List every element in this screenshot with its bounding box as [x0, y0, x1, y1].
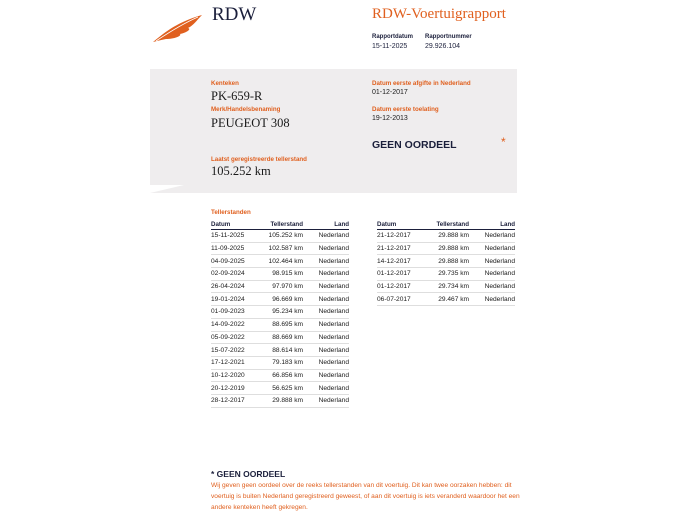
- row-tellerstand: 29.888 km: [255, 394, 303, 407]
- row-tellerstand: 29.734 km: [421, 280, 469, 293]
- table-row: [377, 293, 515, 306]
- row-tellerstand: 96.669 km: [255, 293, 303, 306]
- row-datum: 19-01-2024: [211, 293, 255, 306]
- row-land: Nederland: [303, 280, 349, 293]
- footnote-text: Wij geven geen oordeel over de reeks tellerstanden van dit voertuig. Dit kan twee oorzaken hebben: dit voertuig is buiten Nederland geregistreerd geweest, of aan dit voertuig is iets veranderd waardoor het een andere kenteken heeft gekregen.: [211, 482, 520, 512]
- col-datum: Datum: [211, 219, 255, 230]
- tellerstand-value: 105.252 km: [211, 164, 271, 178]
- row-tellerstand: 29.888 km: [421, 230, 469, 243]
- kenteken-label: Kenteken: [211, 80, 239, 87]
- table-row: [211, 268, 349, 281]
- row-land: Nederland: [303, 356, 349, 369]
- col-tellerstand: Tellerstand: [421, 219, 469, 230]
- card-notch: [150, 185, 184, 193]
- row-tellerstand: 66.856 km: [255, 369, 303, 382]
- row-tellerstand: 97.970 km: [255, 280, 303, 293]
- table-row: [211, 331, 349, 344]
- table-row: [211, 318, 349, 331]
- eerste-afgifte-label: Datum eerste afgifte in Nederland: [372, 80, 471, 87]
- row-land: Nederland: [303, 255, 349, 268]
- report-title: RDW-Voertuigrapport: [372, 6, 506, 22]
- row-land: Nederland: [303, 394, 349, 407]
- row-tellerstand: 88.669 km: [255, 331, 303, 344]
- col-land: Land: [469, 219, 515, 230]
- row-datum: 02-09-2024: [211, 268, 255, 281]
- row-tellerstand: 102.464 km: [255, 255, 303, 268]
- col-datum: Datum: [377, 219, 421, 230]
- row-land: Nederland: [469, 255, 515, 268]
- table-row: [211, 242, 349, 255]
- rapportnummer-label: Rapportnummer: [425, 34, 472, 40]
- row-land: Nederland: [303, 382, 349, 395]
- row-tellerstand: 29.888 km: [421, 242, 469, 255]
- row-datum: 01-12-2017: [377, 280, 421, 293]
- row-land: Nederland: [469, 280, 515, 293]
- col-land: Land: [303, 219, 349, 230]
- row-tellerstand: 105.252 km: [255, 230, 303, 243]
- table-row: [211, 369, 349, 382]
- verdict-asterisk: *: [501, 135, 506, 149]
- row-land: Nederland: [303, 331, 349, 344]
- eerste-afgifte-value: 01-12-2017: [372, 89, 408, 96]
- row-tellerstand: 29.467 km: [421, 293, 469, 306]
- row-datum: 26-04-2024: [211, 280, 255, 293]
- eerste-toelating-value: 19-12-2013: [372, 115, 408, 122]
- row-datum: 15-11-2025: [211, 230, 255, 243]
- row-land: Nederland: [303, 242, 349, 255]
- row-tellerstand: 88.695 km: [255, 318, 303, 331]
- feather-logo-icon: [152, 13, 204, 43]
- table-row: [211, 280, 349, 293]
- table-row: [211, 306, 349, 319]
- table-row: [211, 356, 349, 369]
- row-datum: 20-12-2019: [211, 382, 255, 395]
- rapportnummer-value: 29.926.104: [425, 43, 461, 50]
- row-datum: 06-07-2017: [377, 293, 421, 306]
- row-land: Nederland: [469, 293, 515, 306]
- tellerstanden-table-left: [211, 219, 349, 408]
- tellerstanden-table-right: [377, 219, 515, 306]
- row-datum: 21-12-2017: [377, 230, 421, 243]
- row-land: Nederland: [303, 344, 349, 357]
- row-datum: 14-12-2017: [377, 255, 421, 268]
- row-datum: 01-12-2017: [377, 268, 421, 281]
- table-row: [211, 394, 349, 407]
- merk-value: PEUGEOT 308: [211, 116, 290, 130]
- table-row: [211, 255, 349, 268]
- kenteken-value: PK-659-R: [211, 89, 263, 103]
- row-land: Nederland: [469, 268, 515, 281]
- row-tellerstand: 102.587 km: [255, 242, 303, 255]
- tellerstanden-title: Tellerstanden: [211, 209, 251, 216]
- row-tellerstand: 29.888 km: [421, 255, 469, 268]
- table-row: [211, 293, 349, 306]
- col-tellerstand: Tellerstand: [255, 219, 303, 230]
- tellerstand-label: Laatst geregistreerde tellerstand: [211, 156, 307, 163]
- eerste-toelating-label: Datum eerste toelating: [372, 106, 439, 113]
- rapportdatum-label: Rapportdatum: [372, 34, 413, 40]
- row-land: Nederland: [303, 318, 349, 331]
- brand-name: RDW: [212, 4, 257, 25]
- table-row: [377, 242, 515, 255]
- row-datum: 17-12-2021: [211, 356, 255, 369]
- row-datum: 15-07-2022: [211, 344, 255, 357]
- rapportdatum-value: 15-11-2025: [372, 43, 408, 50]
- row-tellerstand: 79.183 km: [255, 356, 303, 369]
- row-land: Nederland: [469, 242, 515, 255]
- footnote-title: * GEEN OORDEEL: [211, 469, 286, 479]
- merk-label: Merk/Handelsbenaming: [211, 106, 281, 113]
- row-tellerstand: 88.614 km: [255, 344, 303, 357]
- row-datum: 05-09-2022: [211, 331, 255, 344]
- row-datum: 21-12-2017: [377, 242, 421, 255]
- row-datum: 10-12-2020: [211, 369, 255, 382]
- table-row: [211, 382, 349, 395]
- row-datum: 28-12-2017: [211, 394, 255, 407]
- row-land: Nederland: [303, 293, 349, 306]
- row-datum: 04-09-2025: [211, 255, 255, 268]
- table-row: [211, 230, 349, 243]
- row-tellerstand: 98.915 km: [255, 268, 303, 281]
- row-land: Nederland: [303, 230, 349, 243]
- row-land: Nederland: [303, 268, 349, 281]
- row-datum: 11-09-2025: [211, 242, 255, 255]
- row-land: Nederland: [303, 306, 349, 319]
- row-datum: 01-09-2023: [211, 306, 255, 319]
- vehicle-summary-card: [150, 69, 517, 193]
- row-land: Nederland: [469, 230, 515, 243]
- table-row: [377, 255, 515, 268]
- row-tellerstand: 56.625 km: [255, 382, 303, 395]
- table-row: [377, 280, 515, 293]
- table-row: [211, 344, 349, 357]
- row-tellerstand: 29.735 km: [421, 268, 469, 281]
- row-tellerstand: 95.234 km: [255, 306, 303, 319]
- verdict-text: GEEN OORDEEL: [372, 139, 457, 151]
- table-row: [377, 268, 515, 281]
- table-row: [377, 230, 515, 243]
- row-land: Nederland: [303, 369, 349, 382]
- row-datum: 14-09-2022: [211, 318, 255, 331]
